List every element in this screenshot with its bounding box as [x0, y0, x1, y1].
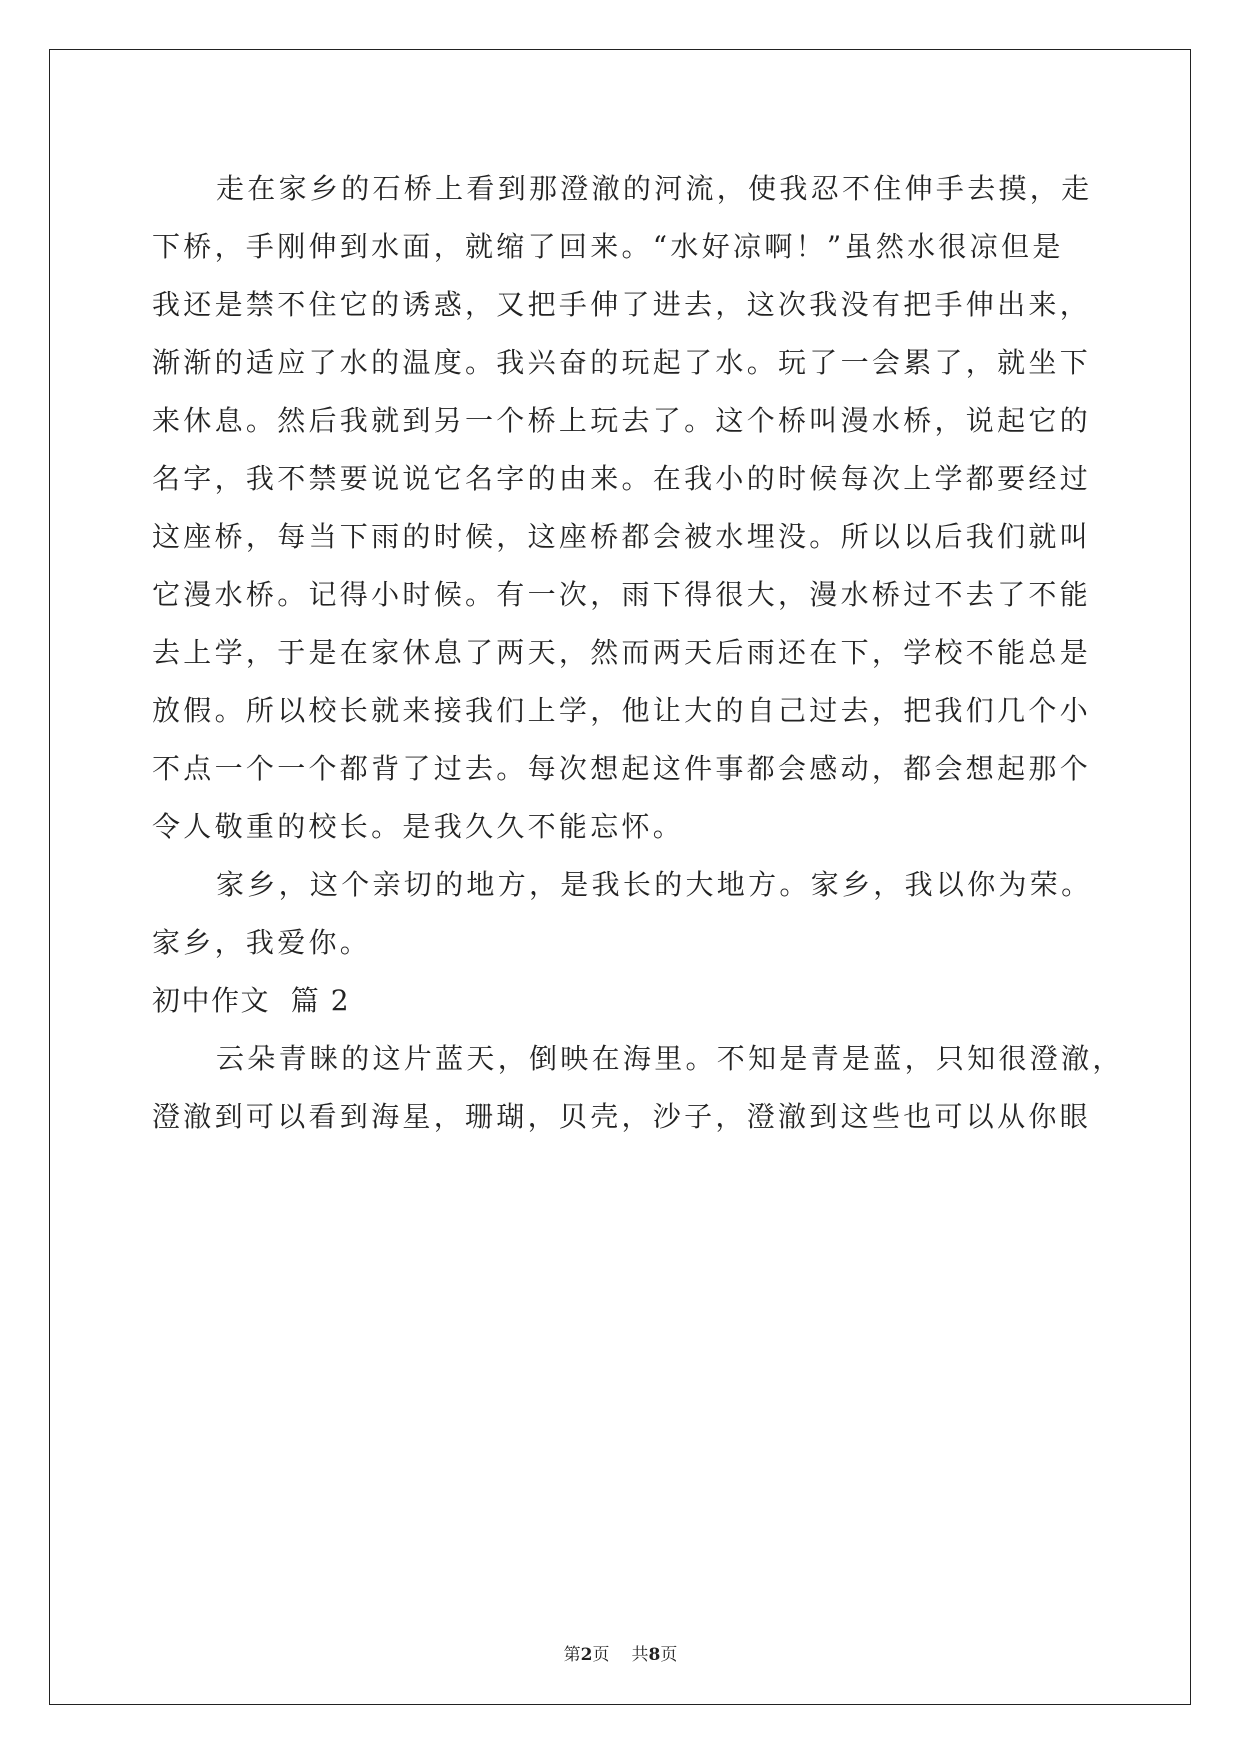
text-line: 我还是禁不住它的诱惑，又把手伸了进去，这次我没有把手伸出来，	[152, 288, 1092, 321]
text-line: 澄澈到可以看到海星，珊瑚，贝壳，沙子，澄澈到这些也可以从你眼	[152, 1100, 1092, 1133]
total-prefix: 共	[631, 1645, 649, 1665]
page-total: 8	[648, 1645, 661, 1665]
page-suffix: 页	[592, 1645, 610, 1665]
section-heading: 初中作文 篇 2	[152, 984, 351, 1017]
text-line: 云朵青睐的这片蓝天，倒映在海里。不知是青是蓝，只知很澄澈，	[216, 1042, 1124, 1075]
page-number: 2	[580, 1645, 593, 1665]
total-suffix: 页	[660, 1645, 678, 1665]
text-line: 令人敬重的校长。是我久久不能忘怀。	[152, 810, 685, 843]
text-line: 放假。所以校长就来接我们上学，他让大的自己过去，把我们几个小	[152, 694, 1092, 727]
text-line: 下桥，手刚伸到水面，就缩了回来。“水好凉啊！”虽然水很凉但是	[152, 230, 1064, 263]
text-line: 去上学，于是在家休息了两天，然而两天后雨还在下，学校不能总是	[152, 636, 1092, 669]
text-line: 它漫水桥。记得小时候。有一次，雨下得很大，漫水桥过不去了不能	[152, 578, 1092, 611]
text-line: 家乡，我爱你。	[152, 926, 372, 959]
text-line: 渐渐的适应了水的温度。我兴奋的玩起了水。玩了一会累了，就坐下	[152, 346, 1092, 379]
text-line: 家乡，这个亲切的地方，是我长的大地方。家乡，我以你为荣。	[216, 868, 1093, 901]
text-line: 来休息。然后我就到另一个桥上玩去了。这个桥叫漫水桥，说起它的	[152, 404, 1092, 437]
paragraph-1	[152, 160, 1092, 856]
paragraph-3	[152, 1030, 1124, 1146]
text-line: 走在家乡的石桥上看到那澄澈的河流，使我忍不住伸手去摸，走	[216, 172, 1093, 205]
text-line: 这座桥，每当下雨的时候，这座桥都会被水埋没。所以以后我们就叫	[152, 520, 1092, 553]
page-footer	[0, 1640, 1241, 1665]
text-line: 名字，我不禁要说说它名字的由来。在我小的时候每次上学都要经过	[152, 462, 1092, 495]
document-body	[152, 160, 1124, 1146]
page-prefix: 第	[563, 1645, 581, 1665]
paragraph-2	[152, 856, 1092, 972]
text-line: 不点一个一个都背了过去。每次想起这件事都会感动，都会想起那个	[152, 752, 1092, 785]
